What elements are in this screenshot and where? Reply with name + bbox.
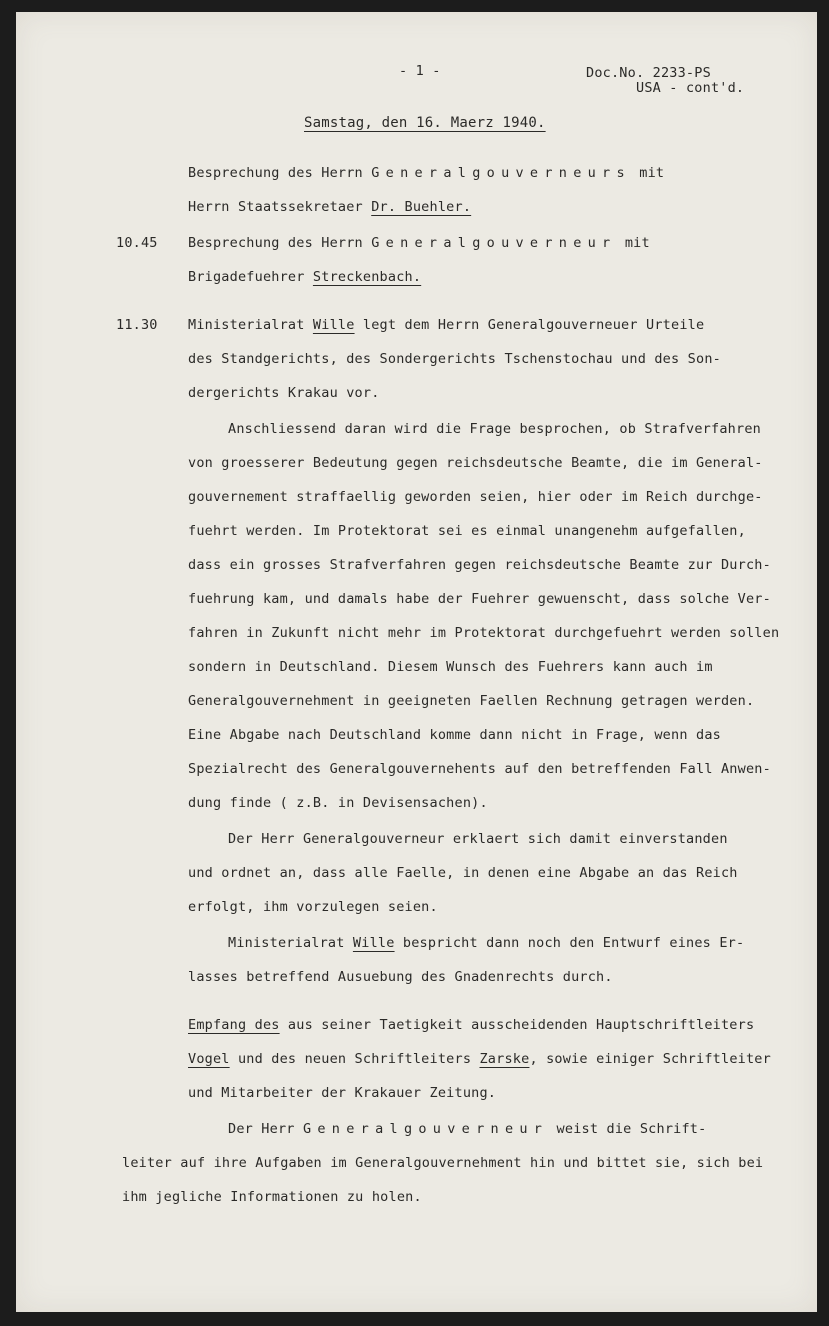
para2-line: Der Herr Generalgouverneur erklaert sich damit einverstanden — [228, 831, 728, 847]
entry4-line2: Vogel und des neuen Schriftleiters Zarske, sowie einiger Schriftleiter — [188, 1051, 771, 1067]
para3-line1: Ministerialrat Wille bespricht dann noch den Entwurf eines Er- — [228, 935, 745, 951]
entry4-line1: Empfang des aus seiner Taetigkeit ausscheidenden Hauptschriftleiters — [188, 1017, 755, 1033]
para3-line2: lasses betreffend Ausuebung des Gnadenrechts durch. — [188, 969, 613, 985]
para1-line: Anschliessend daran wird die Frage besprochen, ob Strafverfahren — [228, 421, 761, 437]
entry4-para-line3: ihm jegliche Informationen zu holen. — [122, 1189, 422, 1205]
exhibit-continued: USA - cont'd. — [636, 80, 745, 96]
entry3-line3: dergerichts Krakau vor. — [188, 385, 380, 401]
para1-line: sondern in Deutschland. Diesem Wunsch des Fuehrers kann auch im — [188, 659, 713, 675]
entry1-line1: Besprechung des Herrn Generalgouverneurs mit — [188, 165, 665, 181]
entry2-line2: Brigadefuehrer Streckenbach. — [188, 269, 422, 285]
para1-line: fuehrt werden. Im Protektorat sei es einmal unangenehm aufgefallen, — [188, 523, 746, 539]
entry2-time: 10.45 — [116, 235, 158, 251]
para1-line: fahren in Zukunft nicht mehr im Protektorat durchgefuehrt werden sollen — [188, 625, 780, 641]
document-page — [16, 12, 817, 1312]
entry3-time: 11.30 — [116, 317, 158, 333]
para1-line: dass ein grosses Strafverfahren gegen reichsdeutsche Beamte zur Durch- — [188, 557, 771, 573]
para1-line: Eine Abgabe nach Deutschland komme dann nicht in Frage, wenn das — [188, 727, 721, 743]
entry4-line3: und Mitarbeiter der Krakauer Zeitung. — [188, 1085, 497, 1101]
entry3-line1: Ministerialrat Wille legt dem Herrn Generalgouverneuer Urteile — [188, 317, 705, 333]
para2-line: und ordnet an, dass alle Faelle, in denen eine Abgabe an das Reich — [188, 865, 738, 881]
entry1-line2: Herrn Staatssekretaer Dr. Buehler. — [188, 199, 472, 215]
entry3-line2: des Standgerichts, des Sondergerichts Tschenstochau und des Son- — [188, 351, 721, 367]
entry2-line1: Besprechung des Herrn Generalgouverneur mit — [188, 235, 650, 251]
entry4-para-line1: Der Herr Generalgouverneur weist die Schrift- — [228, 1121, 707, 1137]
para1-line: von groesserer Bedeutung gegen reichsdeutsche Beamte, die im General- — [188, 455, 763, 471]
para1-line: Generalgouvernehment in geeigneten Faellen Rechnung getragen werden. — [188, 693, 755, 709]
para2-line: erfolgt, ihm vorzulegen seien. — [188, 899, 438, 915]
para1-line: fuehrung kam, und damals habe der Fuehrer gewuenscht, dass solche Ver- — [188, 591, 771, 607]
document-number: Doc.No. 2233-PS — [586, 65, 711, 81]
entry4-para-line2: leiter auf ihre Aufgaben im Generalgouvernehment hin und bittet sie, sich bei — [122, 1155, 764, 1171]
para1-line: dung finde ( z.B. in Devisensachen). — [188, 795, 488, 811]
date-heading: Samstag, den 16. Maerz 1940. — [304, 115, 546, 131]
page-number: - 1 - — [399, 63, 441, 79]
para1-line: Spezialrecht des Generalgouvernehents auf den betreffenden Fall Anwen- — [188, 761, 771, 777]
para1-line: gouvernement straffaellig geworden seien, hier oder im Reich durchge- — [188, 489, 763, 505]
